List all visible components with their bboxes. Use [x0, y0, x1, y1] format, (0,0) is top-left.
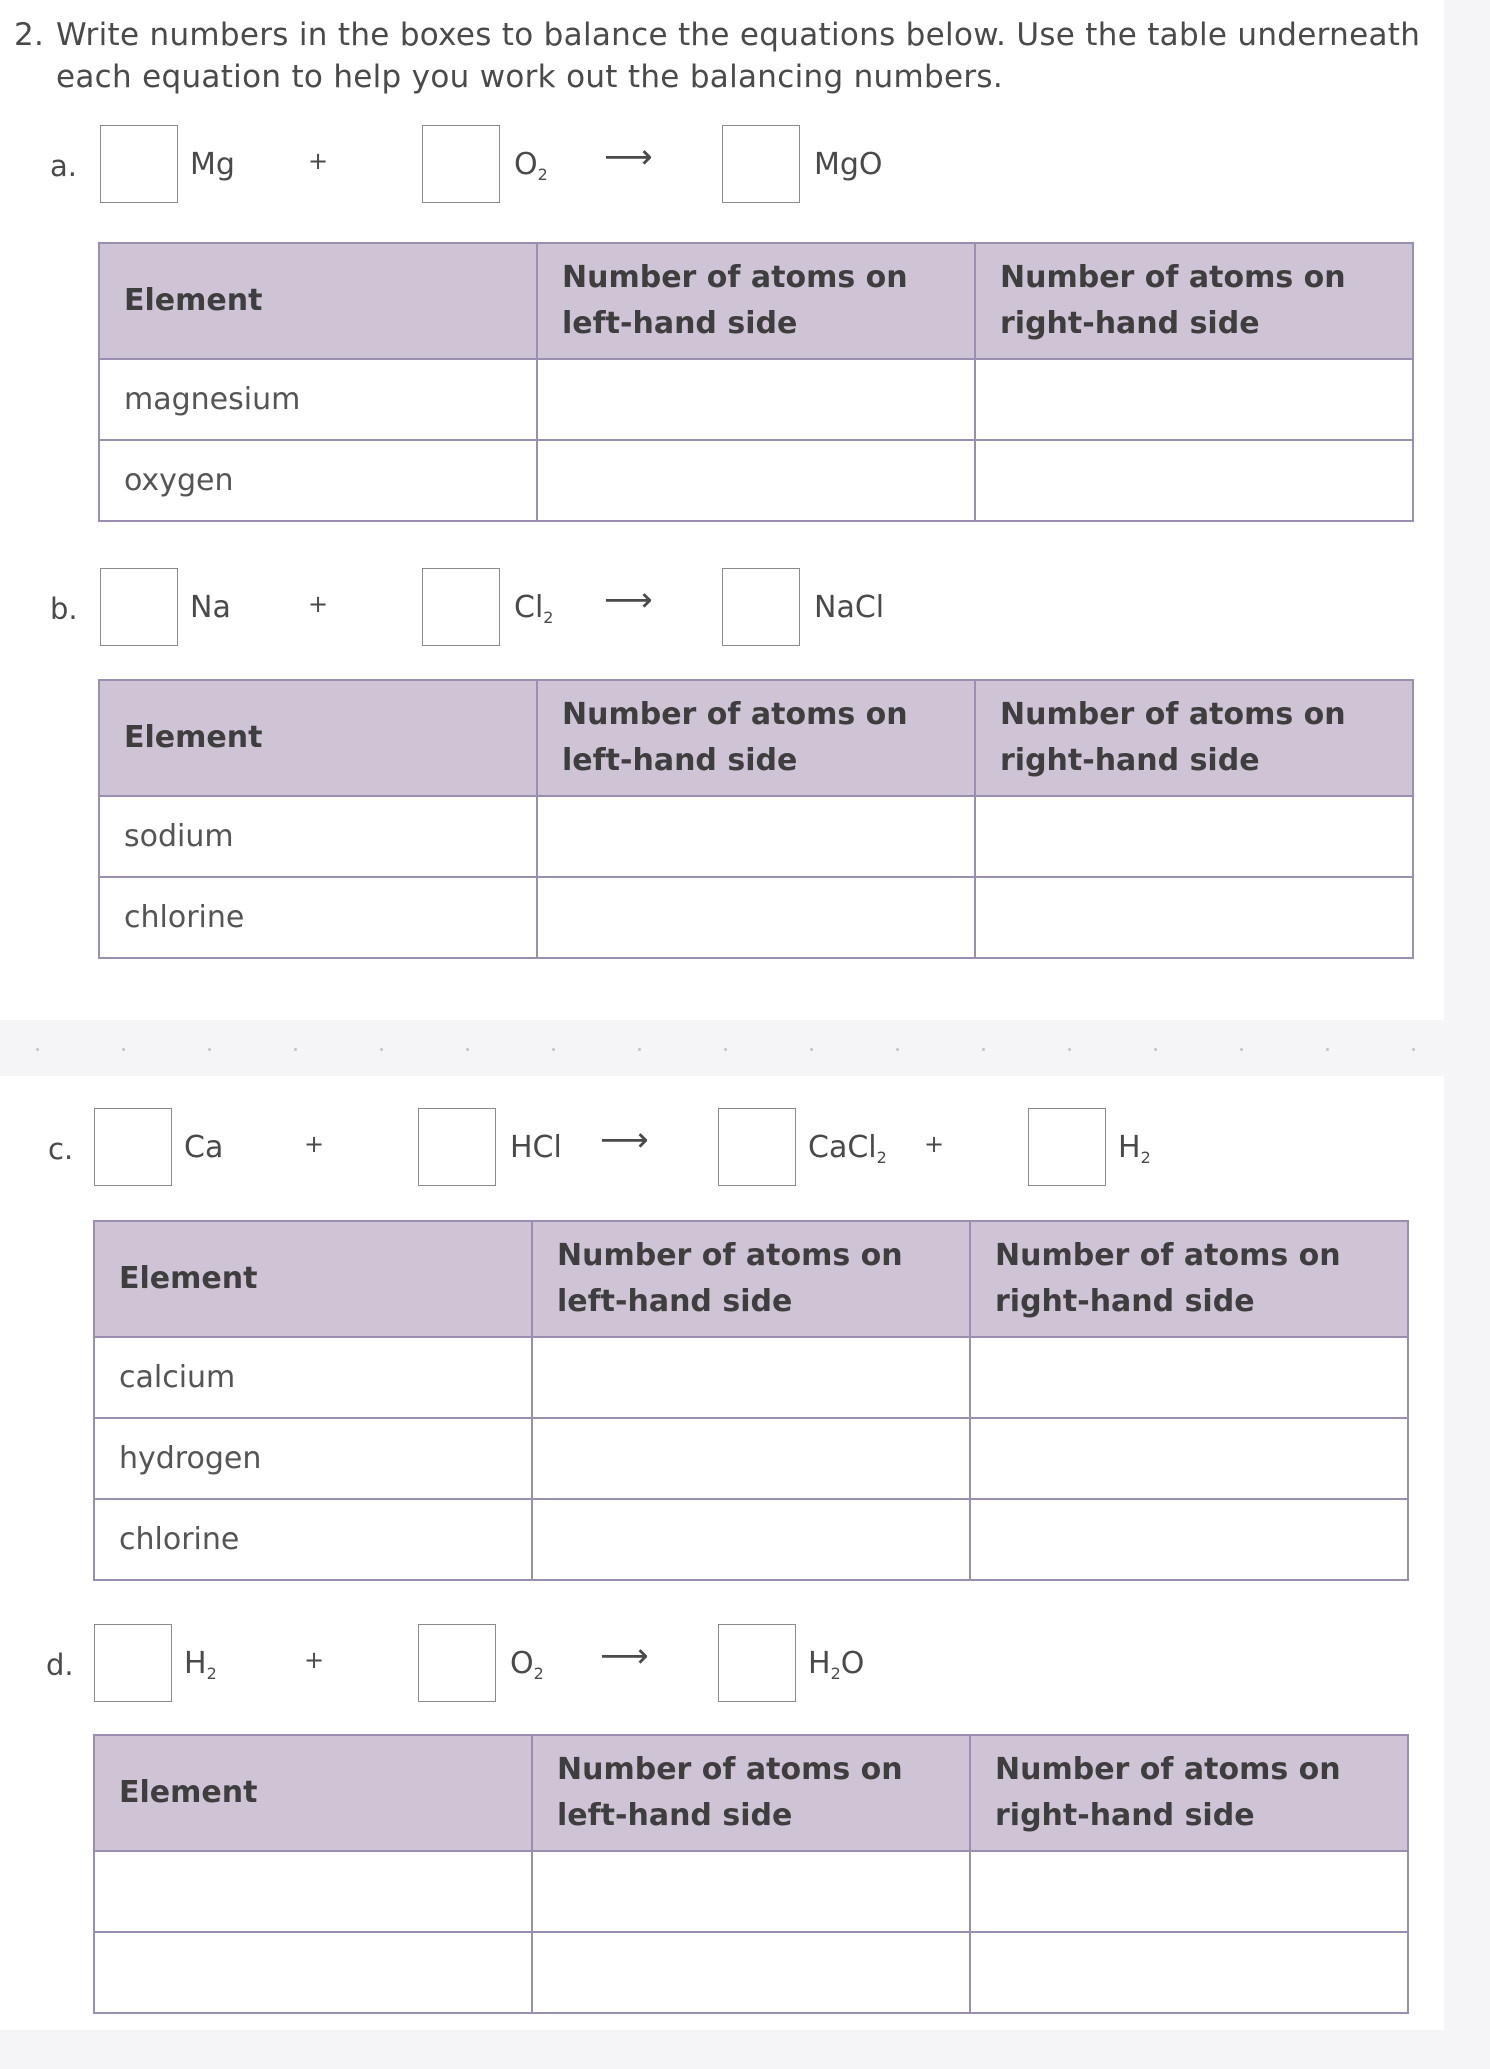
left-count-cell[interactable]	[537, 877, 975, 958]
header-element: Element	[94, 1735, 532, 1851]
element-cell[interactable]	[94, 1851, 532, 1932]
plus-sign: +	[304, 1130, 325, 1158]
plus-sign: +	[924, 1130, 945, 1158]
right-count-cell[interactable]	[970, 1499, 1408, 1580]
equation-label: b.	[50, 592, 78, 626]
right-count-cell[interactable]	[970, 1337, 1408, 1418]
coefficient-box-hcl[interactable]	[418, 1108, 496, 1186]
element-cell: chlorine	[99, 877, 537, 958]
divider-dot	[810, 1048, 813, 1051]
divider-dot	[1068, 1048, 1071, 1051]
divider-dot	[122, 1048, 125, 1051]
left-count-cell[interactable]	[537, 359, 975, 440]
atoms-table-d	[93, 1734, 1409, 2014]
header-right-side: Number of atoms on right-hand side	[970, 1221, 1408, 1337]
reactant-ca: Ca	[184, 1130, 224, 1165]
coefficient-box-cacl2[interactable]	[718, 1108, 796, 1186]
header-left-side: Number of atoms on left-hand side	[532, 1221, 970, 1337]
coefficient-box-o2[interactable]	[422, 125, 500, 203]
left-count-cell[interactable]	[532, 1851, 970, 1932]
element-cell: magnesium	[99, 359, 537, 440]
divider-dot	[294, 1048, 297, 1051]
divider-dots	[36, 1048, 1436, 1052]
product-h2: $H_2$	[1118, 1130, 1151, 1167]
question-line-1: Write numbers in the boxes to balance the equations below. Use the table underneath	[56, 17, 1421, 53]
page-margin-right	[1444, 0, 1490, 2069]
left-count-cell[interactable]	[532, 1932, 970, 2013]
coefficient-box-h2o[interactable]	[718, 1624, 796, 1702]
coefficient-box-mgo[interactable]	[722, 125, 800, 203]
reaction-arrow: ⟶	[600, 1636, 649, 1676]
divider-dot	[466, 1048, 469, 1051]
left-count-cell[interactable]	[537, 796, 975, 877]
question-text	[14, 14, 1434, 98]
divider-dot	[1326, 1048, 1329, 1051]
plus-sign: +	[308, 147, 329, 175]
equation-c	[0, 1108, 1440, 1192]
page-margin-bottom	[0, 2030, 1444, 2069]
reactant-na: Na	[190, 590, 231, 625]
divider-dot	[1412, 1048, 1415, 1051]
equation-label: c.	[48, 1132, 74, 1166]
reactant-o2: $O_2$	[514, 147, 548, 184]
header-element: Element	[99, 243, 537, 359]
coefficient-box-mg[interactable]	[100, 125, 178, 203]
reactant-o2: $O_2$	[510, 1646, 544, 1683]
plus-sign: +	[308, 590, 329, 618]
element-cell: hydrogen	[94, 1418, 532, 1499]
reactant-mg: Mg	[190, 147, 235, 182]
question-number: 2.	[14, 17, 45, 53]
product-h2o: $H_2O$	[808, 1646, 865, 1683]
divider-dot	[896, 1048, 899, 1051]
element-cell: sodium	[99, 796, 537, 877]
product-cacl2: CaCl$_2$	[808, 1130, 887, 1167]
header-right-side: Number of atoms on right-hand side	[975, 680, 1413, 796]
element-cell: calcium	[94, 1337, 532, 1418]
element-cell: oxygen	[99, 440, 537, 521]
atoms-table-a	[98, 242, 1414, 522]
coefficient-box-na[interactable]	[100, 568, 178, 646]
coefficient-box-h2[interactable]	[1028, 1108, 1106, 1186]
divider-dot	[380, 1048, 383, 1051]
divider-dot	[638, 1048, 641, 1051]
left-count-cell[interactable]	[532, 1499, 970, 1580]
reactant-h2: $H_2$	[184, 1646, 217, 1683]
atoms-table-c	[93, 1220, 1409, 1581]
equation-b	[0, 568, 1440, 652]
left-count-cell[interactable]	[532, 1337, 970, 1418]
left-count-cell[interactable]	[537, 440, 975, 521]
right-count-cell[interactable]	[970, 1932, 1408, 2013]
atoms-table-b	[98, 679, 1414, 959]
plus-sign: +	[304, 1646, 325, 1674]
reaction-arrow: ⟶	[604, 580, 653, 620]
coefficient-box-h2[interactable]	[94, 1624, 172, 1702]
element-cell: chlorine	[94, 1499, 532, 1580]
right-count-cell[interactable]	[970, 1418, 1408, 1499]
divider-dot	[552, 1048, 555, 1051]
left-count-cell[interactable]	[532, 1418, 970, 1499]
header-right-side: Number of atoms on right-hand side	[970, 1735, 1408, 1851]
header-left-side: Number of atoms on left-hand side	[532, 1735, 970, 1851]
header-element: Element	[94, 1221, 532, 1337]
coefficient-box-nacl[interactable]	[722, 568, 800, 646]
coefficient-box-o2[interactable]	[418, 1624, 496, 1702]
header-left-side: Number of atoms on left-hand side	[537, 680, 975, 796]
header-element: Element	[99, 680, 537, 796]
question-line-2: each equation to help you work out the balancing numbers.	[56, 59, 1003, 95]
equation-label: d.	[46, 1648, 74, 1682]
reactant-hcl: HCl	[510, 1130, 562, 1165]
equation-label: a.	[50, 149, 77, 183]
divider-dot	[36, 1048, 39, 1051]
right-count-cell[interactable]	[975, 359, 1413, 440]
product-nacl: NaCl	[814, 590, 885, 625]
divider-dot	[1154, 1048, 1157, 1051]
coefficient-box-ca[interactable]	[94, 1108, 172, 1186]
right-count-cell[interactable]	[975, 796, 1413, 877]
right-count-cell[interactable]	[975, 440, 1413, 521]
element-cell[interactable]	[94, 1932, 532, 2013]
divider-dot	[1240, 1048, 1243, 1051]
header-left-side: Number of atoms on left-hand side	[537, 243, 975, 359]
divider-dot	[724, 1048, 727, 1051]
right-count-cell[interactable]	[975, 877, 1413, 958]
reaction-arrow: ⟶	[600, 1120, 649, 1160]
right-count-cell[interactable]	[970, 1851, 1408, 1932]
product-mgo: MgO	[814, 147, 883, 182]
coefficient-box-cl2[interactable]	[422, 568, 500, 646]
reactant-cl2: $Cl_2$	[514, 590, 554, 627]
equation-d	[0, 1624, 1440, 1708]
reaction-arrow: ⟶	[604, 137, 653, 177]
divider-dot	[982, 1048, 985, 1051]
page-break-divider	[0, 1020, 1444, 1076]
divider-dot	[208, 1048, 211, 1051]
header-right-side: Number of atoms on right-hand side	[975, 243, 1413, 359]
equation-a	[0, 125, 1440, 209]
